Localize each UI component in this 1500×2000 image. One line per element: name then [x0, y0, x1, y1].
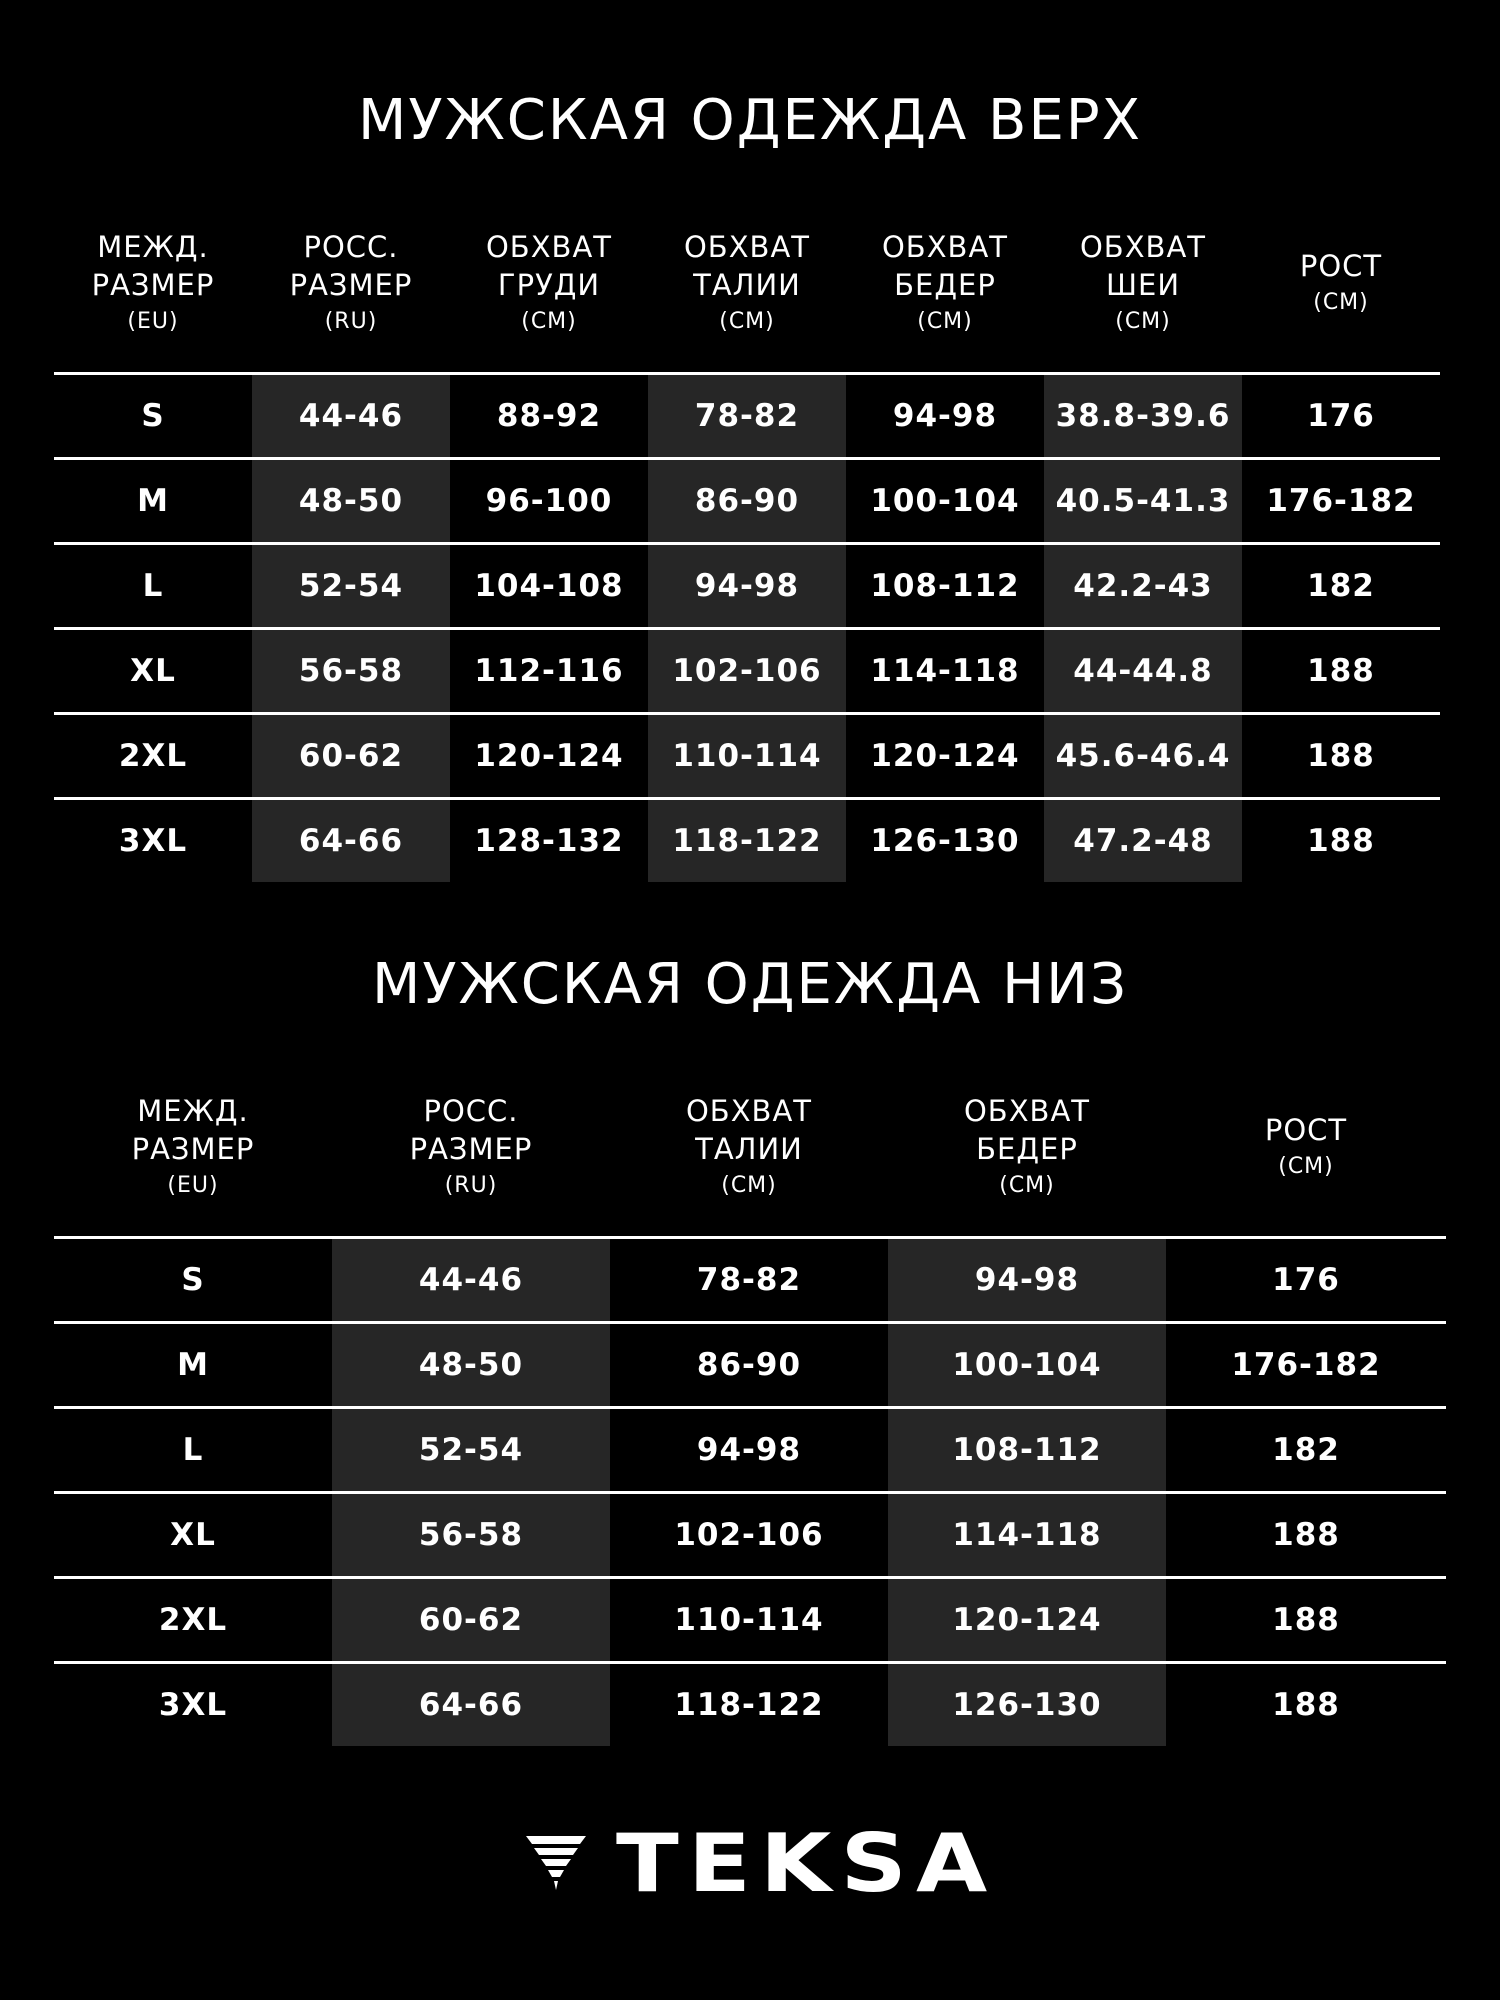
column-header-label: ОБХВАТ: [685, 1094, 813, 1128]
column-header-unit: (EU): [167, 1173, 219, 1198]
column-header: [252, 214, 450, 354]
brand-emblem-icon: [526, 1834, 586, 1894]
table-row: [54, 372, 1440, 457]
table-cell: 176-182: [1231, 1347, 1381, 1383]
table-cell: 94-98: [892, 398, 998, 434]
table-cell: 100-104: [888, 1324, 1166, 1406]
table-cell: 52-54: [332, 1409, 610, 1491]
table-cell: 64-66: [332, 1664, 610, 1746]
table-cell: 110-114: [648, 715, 846, 797]
table-row: [54, 797, 1440, 882]
table-cell: 126-130: [888, 1664, 1166, 1746]
table-row: [54, 1236, 1446, 1321]
table-row: [54, 627, 1440, 712]
column-header-label: РОСС.: [423, 1094, 519, 1128]
column-header-unit: (EU): [127, 309, 179, 334]
table-cell: 118-122: [674, 1687, 824, 1723]
column-header-unit: (СМ): [999, 1173, 1055, 1198]
table-cell: 96-100: [485, 483, 613, 519]
table-cell: 48-50: [332, 1324, 610, 1406]
table-cell: 94-98: [696, 1432, 802, 1468]
table-cell: 176: [1307, 398, 1375, 434]
table-row: [54, 542, 1440, 627]
table-cell: 2XL: [158, 1602, 228, 1638]
column-header-label: МЕЖД.: [97, 230, 209, 264]
bottom-table-body: [54, 1236, 1446, 1746]
column-header-label: ТАЛИИ: [695, 1132, 803, 1166]
brand-name: TEKSA: [616, 1817, 997, 1910]
table-row: [54, 712, 1440, 797]
table-cell: 56-58: [332, 1494, 610, 1576]
table-cell: 40.5-41.3: [1044, 460, 1242, 542]
brand-logo: [526, 1817, 997, 1910]
table-cell: S: [141, 398, 165, 434]
table-cell: 3XL: [118, 823, 188, 859]
table-cell: 104-108: [474, 568, 624, 604]
table-cell: 110-114: [674, 1602, 824, 1638]
column-header-unit: (RU): [444, 1173, 498, 1198]
table-cell: 86-90: [648, 460, 846, 542]
bottom-table-header: [54, 1078, 1446, 1218]
column-header-unit: (СМ): [719, 309, 775, 334]
table-cell: L: [182, 1432, 204, 1468]
table-cell: 114-118: [870, 653, 1020, 689]
table-cell: 52-54: [252, 545, 450, 627]
column-header-label: МЕЖД.: [137, 1094, 249, 1128]
column-header-unit: (СМ): [917, 309, 973, 334]
table-cell: 2XL: [118, 738, 188, 774]
table-cell: L: [142, 568, 164, 604]
column-header: [1044, 214, 1242, 354]
column-header-unit: (СМ): [1115, 309, 1171, 334]
table-cell: 102-106: [674, 1517, 824, 1553]
table-cell: 45.6-46.4: [1044, 715, 1242, 797]
table-cell: 182: [1307, 568, 1375, 604]
table-cell: 102-106: [648, 630, 846, 712]
table-cell: 48-50: [252, 460, 450, 542]
column-header-label: БЕДЕР: [976, 1132, 1078, 1166]
table-cell: 182: [1272, 1432, 1340, 1468]
column-header-label: РОСТ: [1299, 249, 1383, 283]
column-header: [846, 214, 1044, 354]
column-header-label: РАЗМЕР: [289, 268, 413, 302]
column-header-label: ОБХВАТ: [963, 1094, 1091, 1128]
table-cell: 38.8-39.6: [1044, 375, 1242, 457]
column-header: [54, 214, 252, 354]
table-cell: 60-62: [332, 1579, 610, 1661]
table-cell: 120-124: [888, 1579, 1166, 1661]
table-cell: S: [181, 1262, 205, 1298]
column-header: [1166, 1078, 1446, 1218]
column-header: [888, 1078, 1166, 1218]
table-cell: 118-122: [648, 800, 846, 882]
table-cell: 108-112: [870, 568, 1020, 604]
table-cell: 42.2-43: [1044, 545, 1242, 627]
table-cell: 78-82: [648, 375, 846, 457]
table-cell: 112-116: [474, 653, 624, 689]
column-header-label: РОСТ: [1264, 1113, 1348, 1147]
table-cell: 188: [1307, 653, 1375, 689]
table-cell: 44-46: [332, 1239, 610, 1321]
column-header: [610, 1078, 888, 1218]
table-cell: 126-130: [870, 823, 1020, 859]
table-cell: 120-124: [474, 738, 624, 774]
table-cell: 188: [1307, 823, 1375, 859]
column-header-unit: (СМ): [1313, 290, 1369, 315]
table-cell: M: [137, 483, 169, 519]
column-header-label: РАЗМЕР: [91, 268, 215, 302]
table-row: [54, 457, 1440, 542]
table-cell: 176: [1272, 1262, 1340, 1298]
table-cell: 78-82: [696, 1262, 802, 1298]
top-table-title: МУЖСКАЯ ОДЕЖДА ВЕРХ: [358, 88, 1142, 153]
column-header-label: ГРУДИ: [497, 268, 601, 302]
column-header: [332, 1078, 610, 1218]
table-cell: 188: [1272, 1687, 1340, 1723]
column-header-unit: (RU): [324, 309, 378, 334]
table-cell: 44-46: [252, 375, 450, 457]
table-cell: 60-62: [252, 715, 450, 797]
column-header: [54, 1078, 332, 1218]
table-row: [54, 1406, 1446, 1491]
table-cell: 88-92: [496, 398, 602, 434]
table-cell: 64-66: [252, 800, 450, 882]
column-header-label: БЕДЕР: [894, 268, 996, 302]
table-row: [54, 1576, 1446, 1661]
table-row: [54, 1491, 1446, 1576]
column-header: [1242, 214, 1440, 354]
column-header-label: ОБХВАТ: [485, 230, 613, 264]
table-row: [54, 1321, 1446, 1406]
column-header-label: ШЕИ: [1105, 268, 1181, 302]
bottom-table-title: МУЖСКАЯ ОДЕЖДА НИЗ: [372, 952, 1128, 1017]
table-row: [54, 1661, 1446, 1746]
column-header-unit: (СМ): [1278, 1154, 1334, 1179]
top-table-body: [54, 372, 1440, 882]
table-cell: XL: [170, 1517, 216, 1553]
column-header-label: РОСС.: [303, 230, 399, 264]
top-table-header: [54, 214, 1440, 354]
table-cell: 188: [1307, 738, 1375, 774]
column-header-label: ОБХВАТ: [683, 230, 811, 264]
table-cell: 56-58: [252, 630, 450, 712]
table-cell: 94-98: [648, 545, 846, 627]
table-cell: 188: [1272, 1517, 1340, 1553]
table-cell: 44-44.8: [1044, 630, 1242, 712]
column-header-label: РАЗМЕР: [409, 1132, 533, 1166]
column-header-label: ОБХВАТ: [881, 230, 1009, 264]
table-cell: 94-98: [888, 1239, 1166, 1321]
column-header-label: ТАЛИИ: [693, 268, 801, 302]
column-header: [450, 214, 648, 354]
table-cell: 108-112: [888, 1409, 1166, 1491]
table-cell: 188: [1272, 1602, 1340, 1638]
table-cell: M: [177, 1347, 209, 1383]
table-cell: 176-182: [1266, 483, 1416, 519]
table-cell: XL: [130, 653, 176, 689]
column-header-unit: (СМ): [721, 1173, 777, 1198]
table-cell: 128-132: [474, 823, 624, 859]
table-cell: 114-118: [888, 1494, 1166, 1576]
column-header: [648, 214, 846, 354]
table-cell: 100-104: [870, 483, 1020, 519]
column-header-label: ОБХВАТ: [1079, 230, 1207, 264]
column-header-label: РАЗМЕР: [131, 1132, 255, 1166]
table-cell: 3XL: [158, 1687, 228, 1723]
table-cell: 47.2-48: [1044, 800, 1242, 882]
table-cell: 86-90: [696, 1347, 802, 1383]
column-header-unit: (СМ): [521, 309, 577, 334]
table-cell: 120-124: [870, 738, 1020, 774]
